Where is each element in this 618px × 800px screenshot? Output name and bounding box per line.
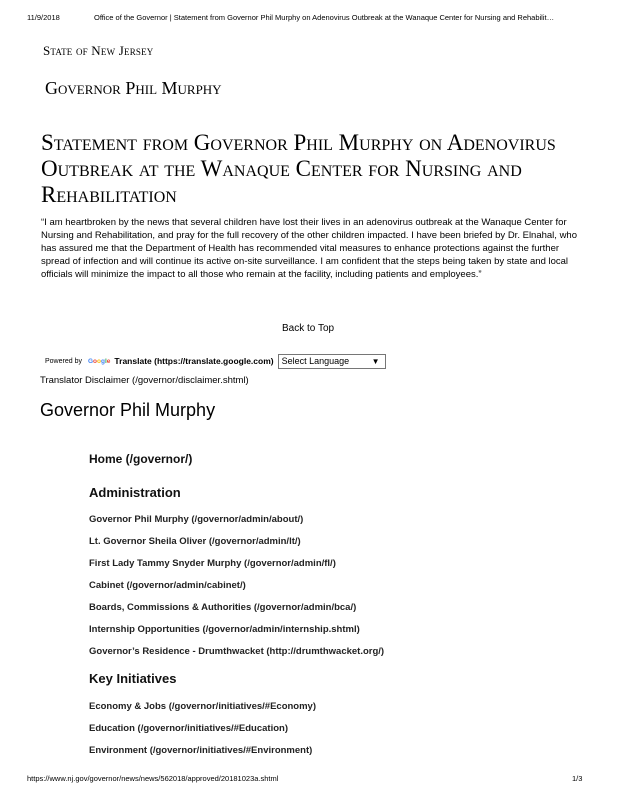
print-page-title: Office of the Governor | Statement from Governor Phil Murphy on Adenovirus Outbreak at the Wanaque Center for Nursing and Rehabilit… (94, 13, 555, 22)
list-item (89, 701, 316, 723)
back-to-top-link[interactable]: Back to Top (282, 323, 335, 334)
list-item (89, 745, 316, 767)
google-letter: o (93, 357, 98, 365)
list-item (89, 602, 384, 624)
administration-links (89, 514, 384, 668)
translator-disclaimer-link[interactable]: Translator Disclaimer (/governor/disclaimer.shtml) (40, 375, 249, 386)
state-name: State of New Jersey (43, 43, 154, 58)
page-number: 1/3 (572, 774, 583, 783)
language-select[interactable] (278, 354, 386, 369)
chevron-down-icon: ▼ (371, 356, 380, 366)
key-initiatives-heading: Key Initiatives (89, 671, 177, 686)
administration-heading: Administration (89, 485, 181, 500)
nav-home-link[interactable]: Home (/governor/) (89, 452, 193, 466)
print-date: 11/9/2018 (27, 13, 60, 22)
nav-link-education[interactable]: Education (/governor/initiatives/#Education) (89, 723, 288, 734)
google-letter: G (87, 357, 94, 365)
governor-name: Governor Phil Murphy (45, 78, 222, 98)
nav-link-residence[interactable]: Governor’s Residence - Drumthwacket (http://drumthwacket.org/) (89, 646, 385, 657)
google-letter: e (106, 357, 111, 365)
google-letter: g (101, 357, 105, 365)
language-select-value: Select Language (281, 356, 350, 366)
list-item (89, 558, 384, 580)
footer-governor-title: Governor Phil Murphy (40, 400, 216, 420)
statement-title: Statement from Governor Phil Murphy on Adenovirus Outbreak at the Wanaque Center for Nursing and Rehabilitation (41, 130, 556, 207)
nav-link-economy[interactable]: Economy & Jobs (/governor/initiatives/#Economy) (89, 701, 316, 712)
google-letter: o (97, 357, 101, 365)
nav-link-cabinet[interactable]: Cabinet (/governor/admin/cabinet/) (89, 580, 246, 591)
statement-body: “I am heartbroken by the news that several children have lost their lives in an adenovirus outbreak at the Wanaque Center for Nursing and Rehabilitation, and pray for the full recovery of the other children impacted. I have been briefed by Dr. Elnahal, who has assured me that the Department of Health has recommended vital measures to enhance protections against the further spread of infection and will continue its active on-site surveillance. I am confident that the steps being taken by state and local officials will minimize the impact to all those who remain at the facility, including patients and employees.” (41, 217, 578, 280)
list-item (89, 624, 384, 646)
nav-link-lt-governor[interactable]: Lt. Governor Sheila Oliver (/governor/admin/lt/) (89, 536, 301, 547)
nav-link-boards[interactable]: Boards, Commissions & Authorities (/governor/admin/bca/) (89, 602, 357, 613)
list-item (89, 536, 384, 558)
nav-link-governor[interactable]: Governor Phil Murphy (/governor/admin/about/) (89, 514, 304, 525)
nav-link-internship[interactable]: Internship Opportunities (/governor/admin/internship.shtml) (89, 624, 360, 635)
nav-link-first-lady[interactable]: First Lady Tammy Snyder Murphy (/governor/admin/fl/) (89, 558, 336, 569)
list-item (89, 646, 384, 668)
key-initiatives-links (89, 701, 316, 767)
list-item (89, 580, 384, 602)
nav-link-environment[interactable]: Environment (/governor/initiatives/#Environment) (89, 745, 313, 756)
google-logo (88, 358, 110, 365)
print-url: https://www.nj.gov/governor/news/news/562018/approved/20181023a.shtml (27, 774, 279, 783)
list-item (89, 514, 384, 536)
powered-by-label: Powered by (45, 357, 82, 365)
translate-link[interactable]: Translate (https://translate.google.com) (114, 356, 274, 366)
list-item (89, 723, 316, 745)
translate-bar (45, 353, 386, 369)
google-letter: l (104, 357, 107, 365)
